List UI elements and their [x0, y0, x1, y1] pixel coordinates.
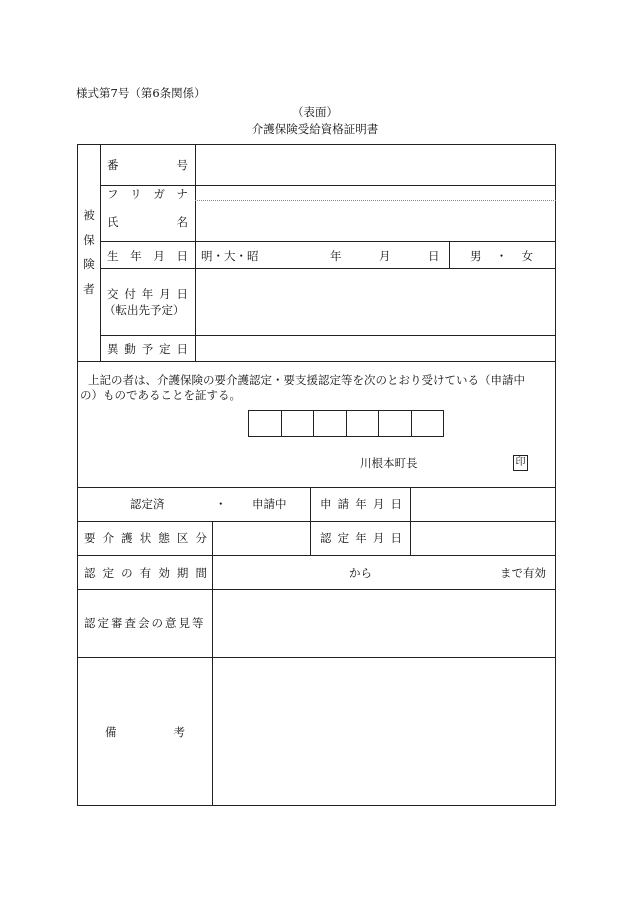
- date-label-left-divider: [310, 487, 311, 555]
- date-label-right-divider: [410, 487, 411, 555]
- furigana-dotted-line: [195, 200, 556, 201]
- issue-row-bottom: [100, 335, 556, 336]
- validity-row-bottom: [77, 589, 556, 590]
- validity-label: 認 定 の 有 効 期 間: [84, 566, 207, 580]
- insured-section-bottom: [77, 361, 556, 362]
- birth-row-bottom: [100, 268, 556, 269]
- care-level-label: 要 介 護 状 態 区 分: [84, 531, 207, 545]
- form-frame: [77, 144, 556, 806]
- code-box: [379, 411, 412, 436]
- birth-label: 生 年 月 日: [107, 249, 188, 263]
- era-options: 明・大・昭: [201, 249, 259, 263]
- cert-date-label: 認 定 年 月 日: [320, 531, 402, 545]
- code-box: [347, 411, 380, 436]
- issue-date-label: 交 付 年 月 日: [107, 287, 188, 301]
- lower-label-divider: [212, 521, 213, 806]
- label-divider: [195, 144, 196, 361]
- status-separator: ・: [215, 497, 227, 511]
- name-label: 氏 名: [107, 215, 188, 229]
- status-row-bottom: [77, 521, 556, 522]
- validity-until: まで有効: [500, 566, 546, 580]
- status-certified: 認定済: [130, 497, 165, 511]
- committee-row-bottom: [77, 657, 556, 658]
- month-unit: 月: [379, 249, 391, 263]
- sex-options: 男 ・ 女: [470, 249, 533, 263]
- remarks-label: 備 考: [105, 725, 185, 739]
- code-box: [314, 411, 347, 436]
- issuer-name: 川根本町長: [360, 456, 418, 470]
- move-date-label: 異 動 予 定 日: [107, 342, 188, 356]
- certification-line-2: の）ものであることを証する。: [80, 388, 241, 402]
- form-title: 介護保険受給資格証明書: [251, 122, 379, 136]
- furigana-label: フ リ ガ ナ: [107, 187, 188, 201]
- issue-date-sublabel: （転出先予定）: [104, 303, 185, 317]
- certification-line-1: 上記の者は、介護保険の要介護認定・要支援認定等を次のとおり受けている（申請中: [88, 373, 525, 387]
- form-side: （表面）: [292, 105, 338, 119]
- care-level-row-bottom: [77, 555, 556, 556]
- code-box: [282, 411, 315, 436]
- day-unit: 日: [428, 249, 440, 263]
- insured-vertical-label: 被 保 険 者: [83, 208, 95, 296]
- insured-divider: [100, 144, 101, 361]
- code-box: [249, 411, 282, 436]
- form-number: 様式第7号（第6条関係）: [76, 86, 206, 100]
- apply-date-label: 申 請 年 月 日: [320, 497, 402, 511]
- code-box: [412, 411, 444, 436]
- number-label: 番 号: [107, 158, 188, 172]
- code-boxes: [248, 410, 444, 437]
- year-unit: 年: [330, 249, 342, 263]
- sex-divider: [449, 241, 450, 268]
- status-applying: 申請中: [252, 497, 287, 511]
- number-row-bottom: [100, 185, 556, 186]
- certification-section-bottom: [77, 487, 556, 488]
- committee-label: 認定審査会の意見等: [84, 616, 206, 630]
- name-row-bottom: [100, 241, 556, 242]
- validity-from: から: [349, 566, 372, 580]
- official-seal: 印: [513, 455, 528, 471]
